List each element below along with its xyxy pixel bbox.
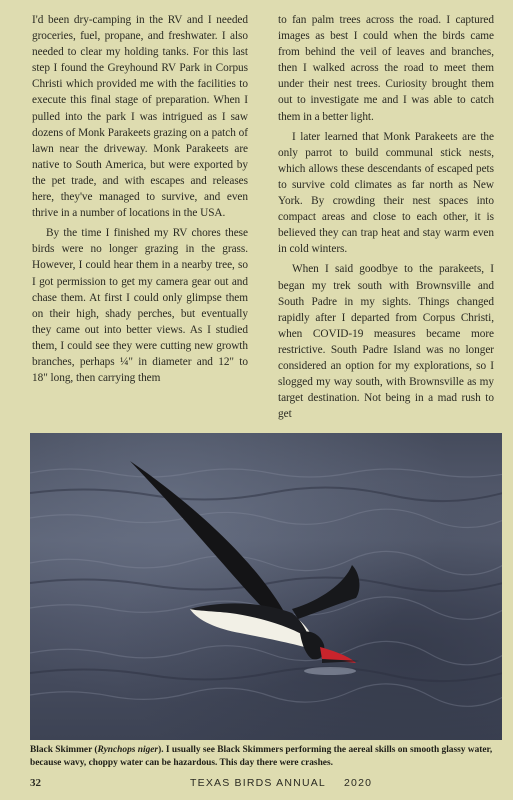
article-paragraph: By the time I finished my RV chores these birds were no longer grazing in the grass. However, I could hear them in a nearby tree, so I got permission to get my camera gear out and chase them. At first I could only glimpse them on their high, shady perches, but eventually they came out into better views. As I studied them, I could see they were cutting new growth branches, perhaps ¼" in diameter and 12" to 18" long, then carrying them xyxy=(32,227,248,385)
article-paragraph: When I said goodbye to the parakeets, I began my trek south with Brownsville and South Padre in my sights. Things changed rapidly after I departed from Corpus Christi, when COVID-19 measures became more restrictive. South Padre Island was no longer considered an option for my explorations, so I slogged my way south, with Brownsville as my target destination. Not being in a mad rush to get xyxy=(278,263,494,421)
caption-species-name: Black Skimmer xyxy=(30,745,93,755)
page-footer xyxy=(30,777,500,793)
article-right-column xyxy=(278,12,494,422)
article-left-column xyxy=(32,12,248,386)
page-number: 32 xyxy=(30,777,41,789)
article-paragraph: to fan palm trees across the road. I captured images as best I could when the birds came from behind the veil of leaves and branches, then I walked across the road to meet them under their nest trees. Curiosity brought them out to investigate me and I was able to catch them in a better light. xyxy=(278,14,494,123)
article-paragraph: I later learned that Monk Parakeets are the only parrot to build communal stick nests, which allows these descendants of escaped pets to survive cold climates as far north as New York. By crowding their nest spaces into compact areas and close to each other, it is believed they can trap heat and stay warm even in cold winters. xyxy=(278,130,494,256)
caption-scientific-name: Rynchops niger xyxy=(97,745,159,755)
black-skimmer-illustration xyxy=(30,433,502,740)
photo-caption: Black Skimmer (Rynchops niger). I usually see Black Skimmers performing the aereal skills on smooth glassy water, because wavy, choppy water can be hazardous. This day there were crashes. xyxy=(30,745,493,768)
magazine-year: 2020 xyxy=(344,777,373,789)
black-skimmer-photo xyxy=(30,433,502,740)
magazine-title: TEXAS BIRDS ANNUAL xyxy=(190,777,326,789)
article-paragraph: I'd been dry-camping in the RV and I needed groceries, fuel, propane, and freshwater. I also needed to clear my holding tanks. For this last step I found the Greyhound RV Park in Corpus Christi which provided me with the facilities to execute this final stage of preparation. When I pulled into the park I was intrigued as I saw dozens of Monk Parakeets grazing on a patch of lawn near the driveway. Monk Parakeets are native to South America, but were exported by the pet trade, and with escapes and releases here, they've managed to survive, and even thrive in a number of locations in the USA. xyxy=(32,14,248,220)
caption-text: I usually see Black Skimmers performing the aereal skills on smooth glassy water, because wavy, choppy water can be hazardous. This day there were crashes. xyxy=(30,745,493,768)
